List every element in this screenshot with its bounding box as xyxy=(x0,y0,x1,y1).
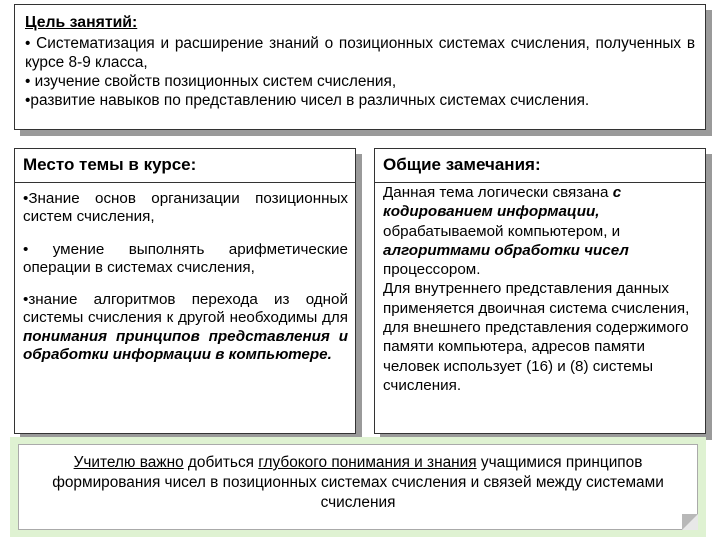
note-underlined-2: глубокого понимания и знания xyxy=(258,454,477,471)
general-remarks-content xyxy=(375,183,705,395)
course-place-item-3-emphasis: понимания принципов представления и обработки информации в компьютере. xyxy=(23,327,348,364)
note-text-1: добиться xyxy=(183,454,259,471)
general-remarks-panel xyxy=(374,148,706,434)
remarks-text-1: Данная тема логически связана xyxy=(383,184,613,201)
remarks-emphasis-1: с кодированием информации, xyxy=(383,184,622,221)
goals-item-2: • изучение свойств позиционных систем счисления, xyxy=(25,73,397,90)
goals-title: Цель занятий: xyxy=(25,14,138,31)
remarks-text-2: обрабатываемой компьютером, и xyxy=(383,222,621,240)
remarks-text-3: процессором. xyxy=(383,261,481,279)
goals-box xyxy=(14,4,706,130)
teacher-note xyxy=(18,444,698,530)
course-place-item-3-text: •знание алгоритмов перехода из одной системы счисления к другой необходимы для xyxy=(23,291,348,327)
course-place-panel xyxy=(14,148,356,434)
course-place-title: Место темы в курсе: xyxy=(15,149,355,183)
note-underlined-1: Учителю важно xyxy=(73,454,184,471)
general-remarks-paragraph-1 xyxy=(383,183,697,279)
remarks-emphasis-2: алгоритмами обработки чисел xyxy=(383,241,629,259)
course-place-item-3 xyxy=(23,291,348,364)
goals-item-1: • Систематизация и расширение знаний о позиционных системах счисления, полученных в курсе 8-9 класса, xyxy=(25,35,695,71)
general-remarks-paragraph-2: Для внутреннего представления данных применяется двоичная система счисления, для внешнего представления содержимого памяти компьютера, адресов памяти человек использует (16) и (8) системы счисления. xyxy=(383,280,690,394)
goals-item-3: •развитие навыков по представлению чисел в различных системах счисления. xyxy=(25,92,590,109)
general-remarks-title: Общие замечания: xyxy=(375,149,705,183)
page-curl-icon xyxy=(682,514,698,530)
note-text-2: учащимися принципов формирования чисел в позиционных системах счисления и связей между системами счисления xyxy=(52,454,664,511)
course-place-item-2: • умение выполнять арифметические операции в системах счисления, xyxy=(23,240,348,276)
course-place-item-1: •Знание основ организации позиционных систем счисления, xyxy=(23,190,348,226)
course-place-content xyxy=(15,183,355,364)
